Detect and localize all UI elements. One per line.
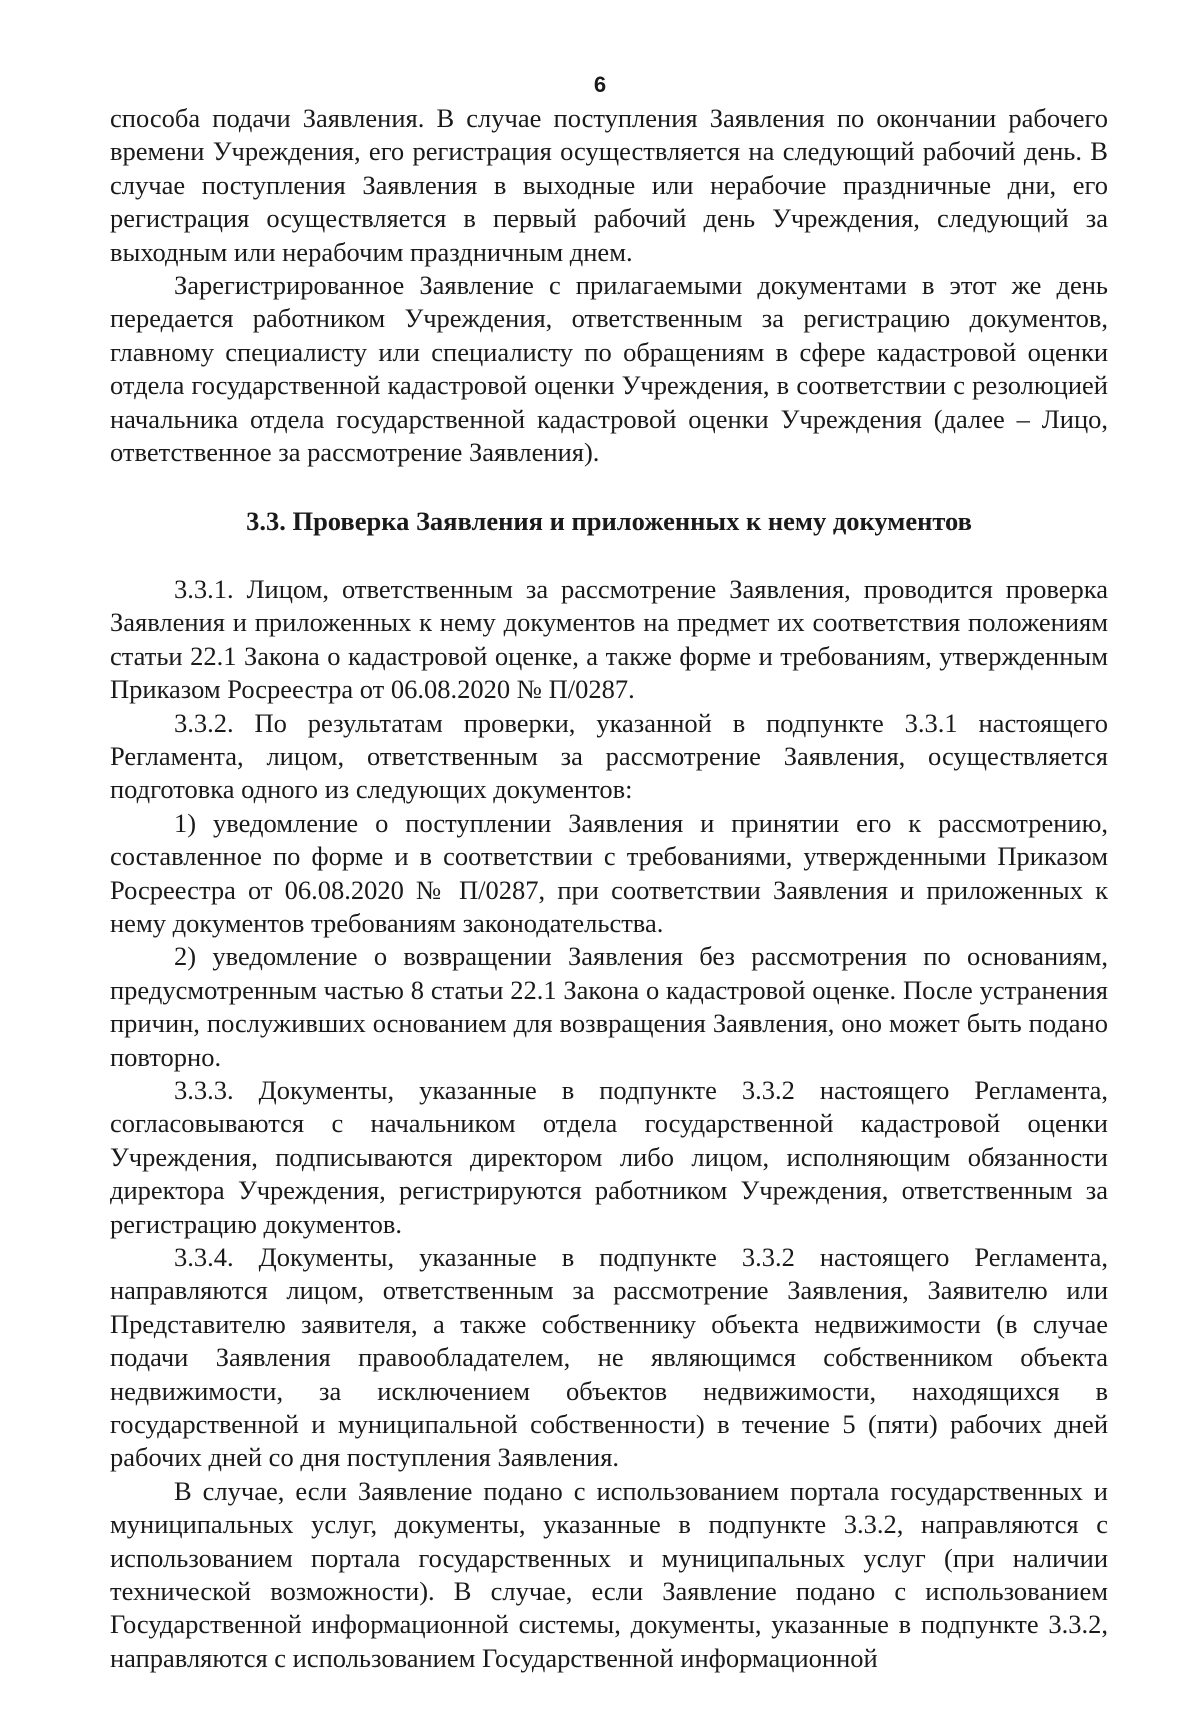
list-item-1: 1) уведомление о поступлении Заявления и принятии его к рассмотрению, составленное по форме и в соответствии с требованиями, утвержденными Приказом Росреестра от 06.08.2020 № П/0287, при соответствии Заявления и приложенных к нему документов требованиям законодательства. [110, 807, 1108, 938]
paragraph-continuation: способа подачи Заявления. В случае поступления Заявления по окончании рабочего времени Учреждения, его регистрация осуществляется на следующий рабочий день. В случае поступления Заявления в выходные или нерабочие праздничные дни, его регистрация осуществляется в первый рабочий день Учреждения, следующий за выходным или нерабочим праздничным днем. [110, 103, 1108, 267]
paragraph-portal-delivery: В случае, если Заявление подано с использованием портала государственных и муниципальных услуг, документы, указанные в подпункте 3.3.2, направляются с использованием портала государственных и муниципальных услуг (при наличии технической возможности). В случае, если Заявление подано с использованием Государственной информационной системы, документы, указанные в подпункте 3.3.2, направляются с использованием Государственной информационной [110, 1475, 1108, 1673]
paragraph-3-3-1: 3.3.1. Лицом, ответственным за рассмотрение Заявления, проводится проверка Заявления и приложенных к нему документов на предмет их соответствия положениям статьи 22.1 Закона о кадастровой оценке, а также форме и требованиям, утвержденным Приказом Росреестра от 06.08.2020 № П/0287. [110, 573, 1108, 705]
paragraph-3-3-3: 3.3.3. Документы, указанные в подпункте 3.3.2 настоящего Регламента, согласовываются с начальником отдела государственной кадастровой оценки Учреждения, подписываются директором либо лицом, исполняющим обязанности директора Учреждения, регистрируются работником Учреждения, ответственным за регистрацию документов. [110, 1074, 1108, 1239]
document-body [110, 102, 1108, 1675]
paragraph-3-3-2: 3.3.2. По результатам проверки, указанной в подпункте 3.3.1 настоящего Регламента, лицом, ответственным за рассмотрение Заявления, осуществляется подготовка одного из следующих документов: [110, 707, 1108, 805]
page-number: 6 [593, 72, 607, 97]
section-heading-3-3: 3.3. Проверка Заявления и приложенных к нему документов [246, 506, 972, 537]
paragraph-3-3-4: 3.3.4. Документы, указанные в подпункте 3.3.2 настоящего Регламента, направляются лицом, ответственным за рассмотрение Заявления, Заявителю или Представителю заявителя, а также собственнику объекта недвижимости (в случае подачи Заявления правообладателем, не являющимся собственником объекта недвижимости, за исключением объектов недвижимости, находящихся в государственной и муниципальной собственности) в течение 5 (пяти) рабочих дней рабочих дней со дня поступления Заявления. [110, 1242, 1108, 1473]
list-item-2: 2) уведомление о возвращении Заявления без рассмотрения по основаниям, предусмотренным частью 8 статьи 22.1 Закона о кадастровой оценке. После устранения причин, послуживших основанием для возвращения Заявления, оно может быть подано повторно. [110, 941, 1108, 1072]
paragraph-registered-application: Зарегистрированное Заявление с прилагаемыми документами в этот же день передается работником Учреждения, ответственным за регистрацию документов, главному специалисту или специалисту по обращениям в сфере кадастровой оценки отдела государственной кадастровой оценки Учреждения, в соответствии с резолюцией начальника отдела государственной кадастровой оценки Учреждения (далее – Лицо, ответственное за рассмотрение Заявления). [110, 270, 1108, 468]
